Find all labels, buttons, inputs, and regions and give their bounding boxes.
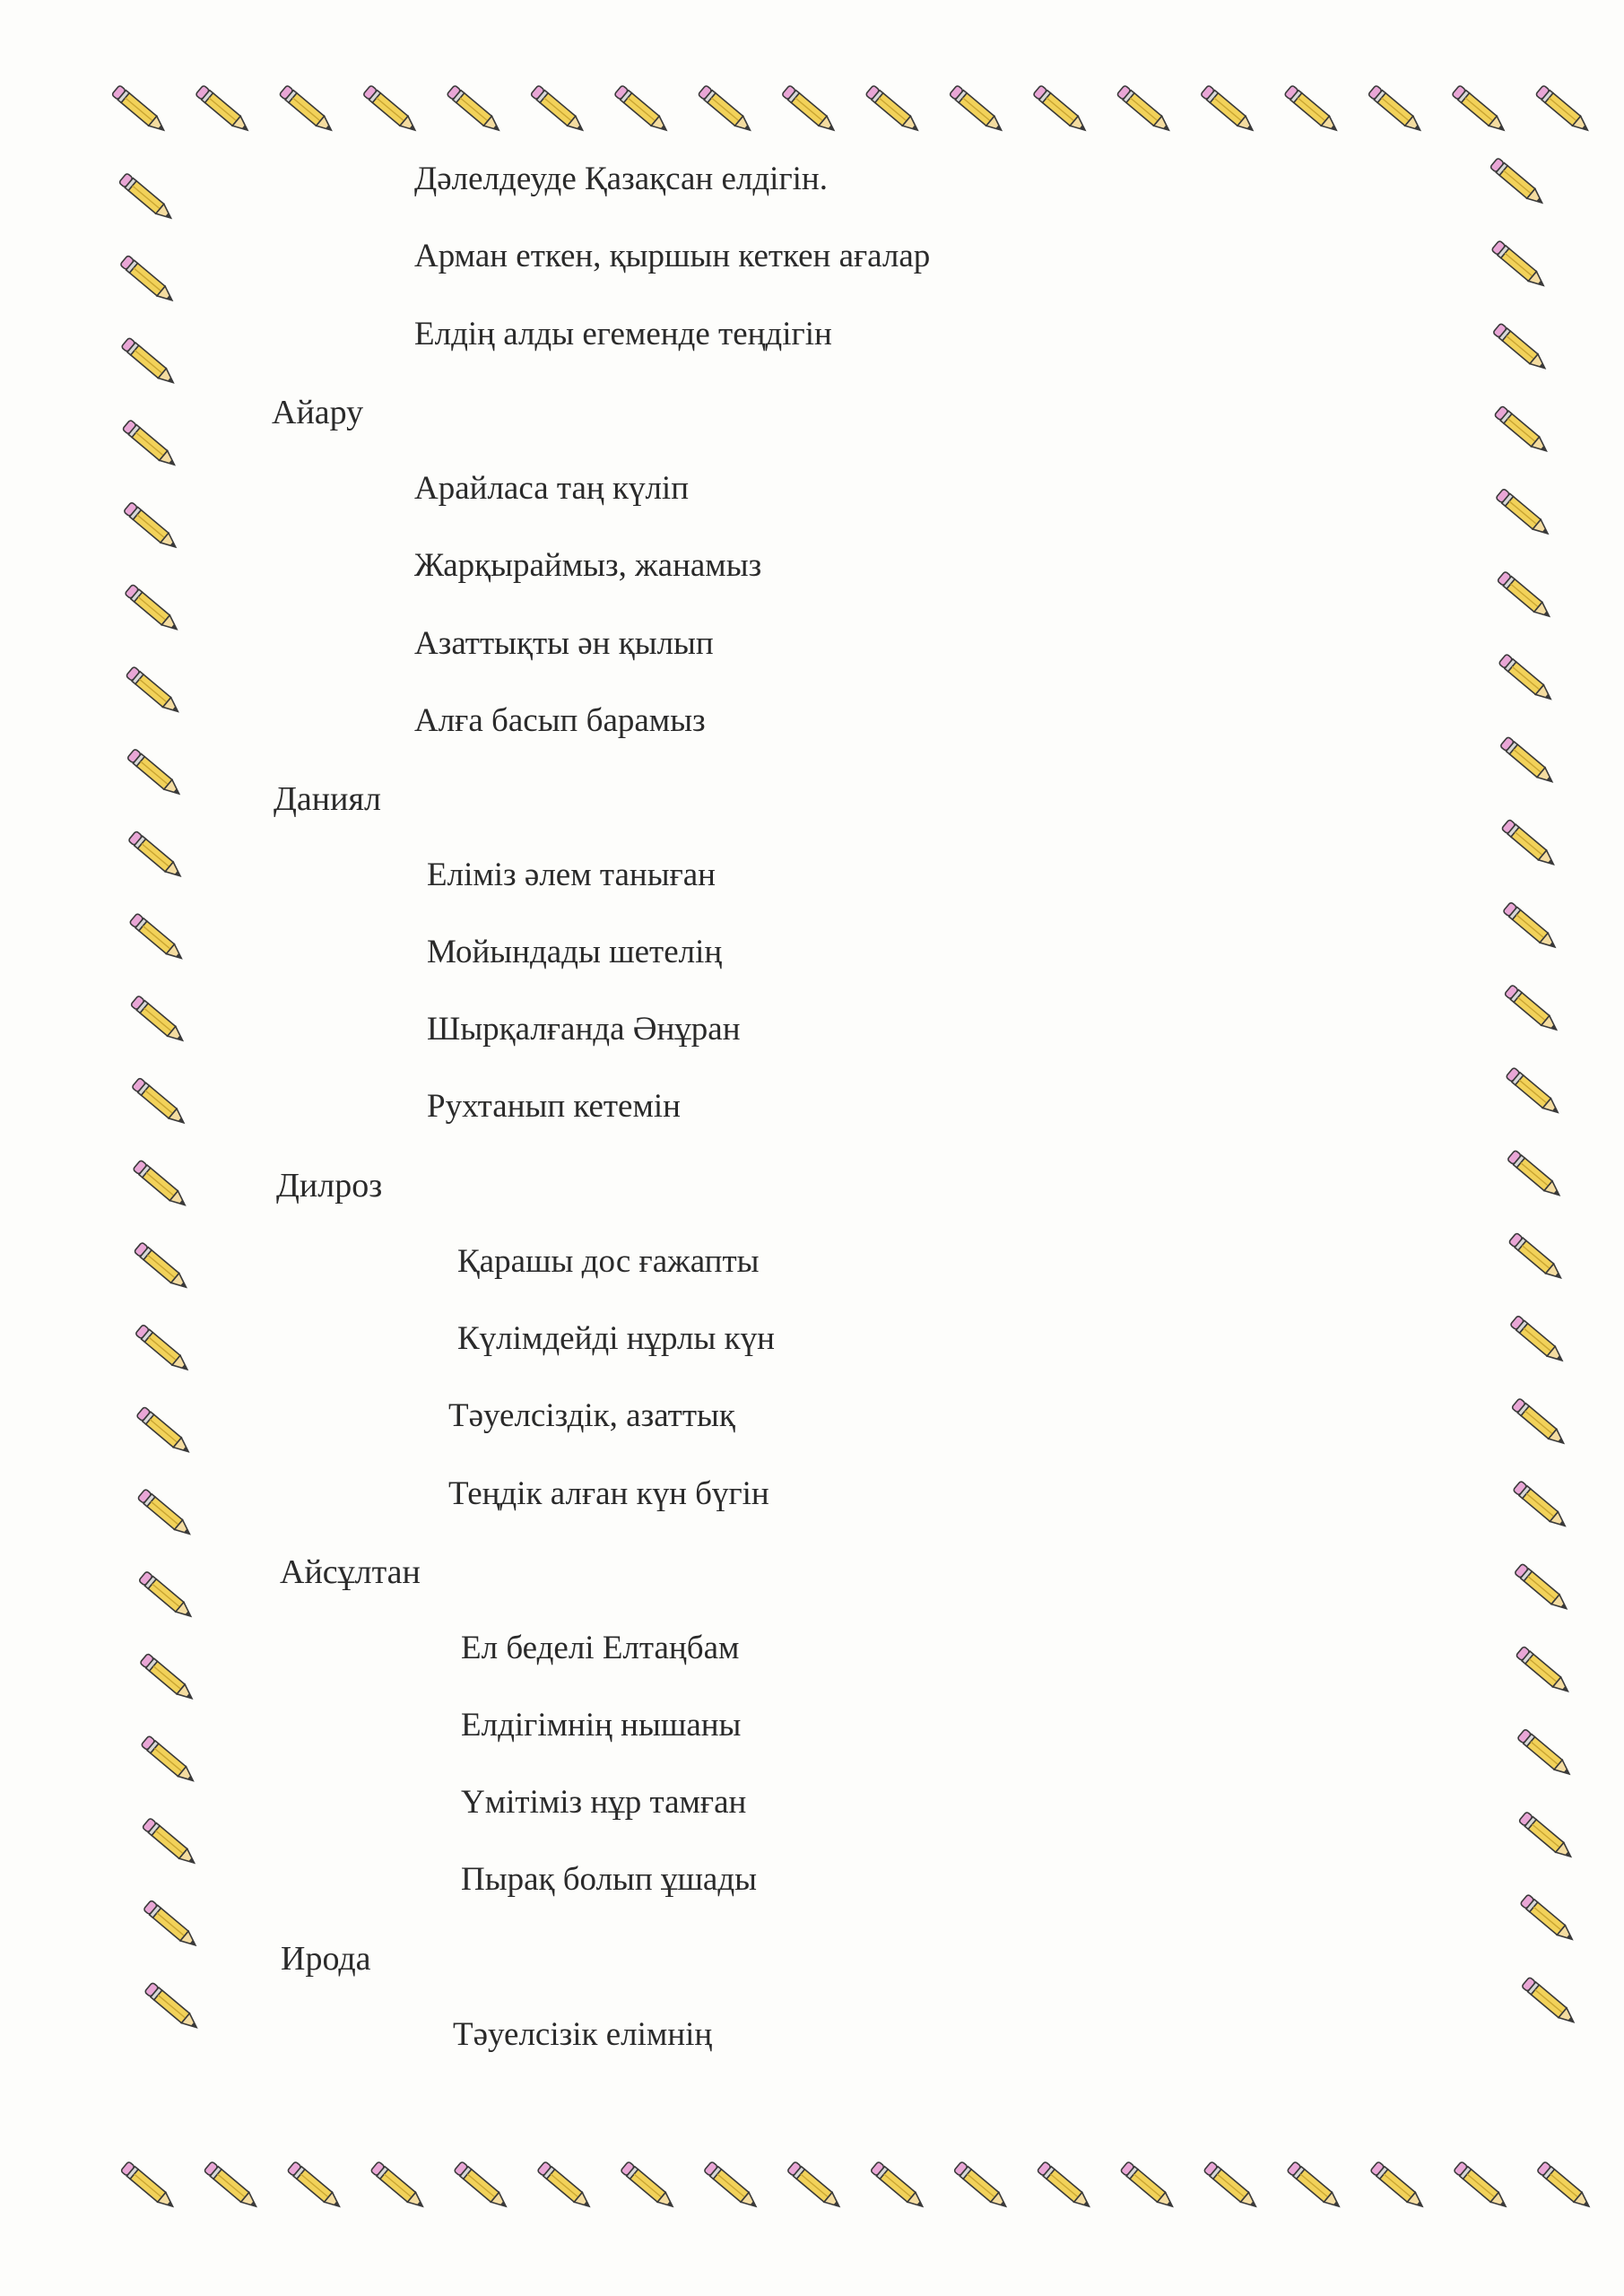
poem-line: Үмітіміз нұр тамған [461,1784,747,1821]
poem-line: Арман еткен, қыршын кеткен ағалар [414,238,931,274]
poem-line: Алға басып барамыз [414,702,706,739]
poem-line: Күлімдейді нұрлы күн [457,1320,775,1357]
speaker-name: Ирода [281,1940,371,1978]
poem-line: Елдің алды егеменде теңдігін [414,316,832,352]
poem-line: Пырақ болып ұшады [461,1861,758,1898]
poem-line: Жарқыраймыз, жанамыз [414,547,762,584]
poem-line: Еліміз әлем таныған [427,857,716,893]
poem-line: Тәуелсіздік, азаттық [448,1397,735,1434]
poem-line: Рухтанып кетемін [427,1088,681,1125]
poem-line: Қарашы дос ғажапты [457,1243,760,1280]
poem-line: Елдігімнің нышаны [461,1707,742,1744]
poem-line: Мойындады шетелің [427,934,723,970]
poem-line: Шырқалғанда Әнұран [427,1011,741,1048]
poem-line: Арайласа таң күліп [414,470,689,507]
poem-line: Теңдік алған күн бүгін [448,1475,769,1512]
speaker-name: Дилроз [276,1167,383,1205]
speaker-name: Айсұлтан [280,1553,421,1591]
poem-line: Тәуелсізік елімнің [453,2016,713,2053]
poem-line: Дәлелдеуде Қазақсан елдігін. [414,161,828,197]
speaker-name: Айару [272,394,364,431]
speaker-name: Даниял [274,780,381,818]
poem-line: Ел беделі Елтаңбам [461,1630,740,1666]
poem-line: Азаттықты ән қылып [414,625,714,662]
